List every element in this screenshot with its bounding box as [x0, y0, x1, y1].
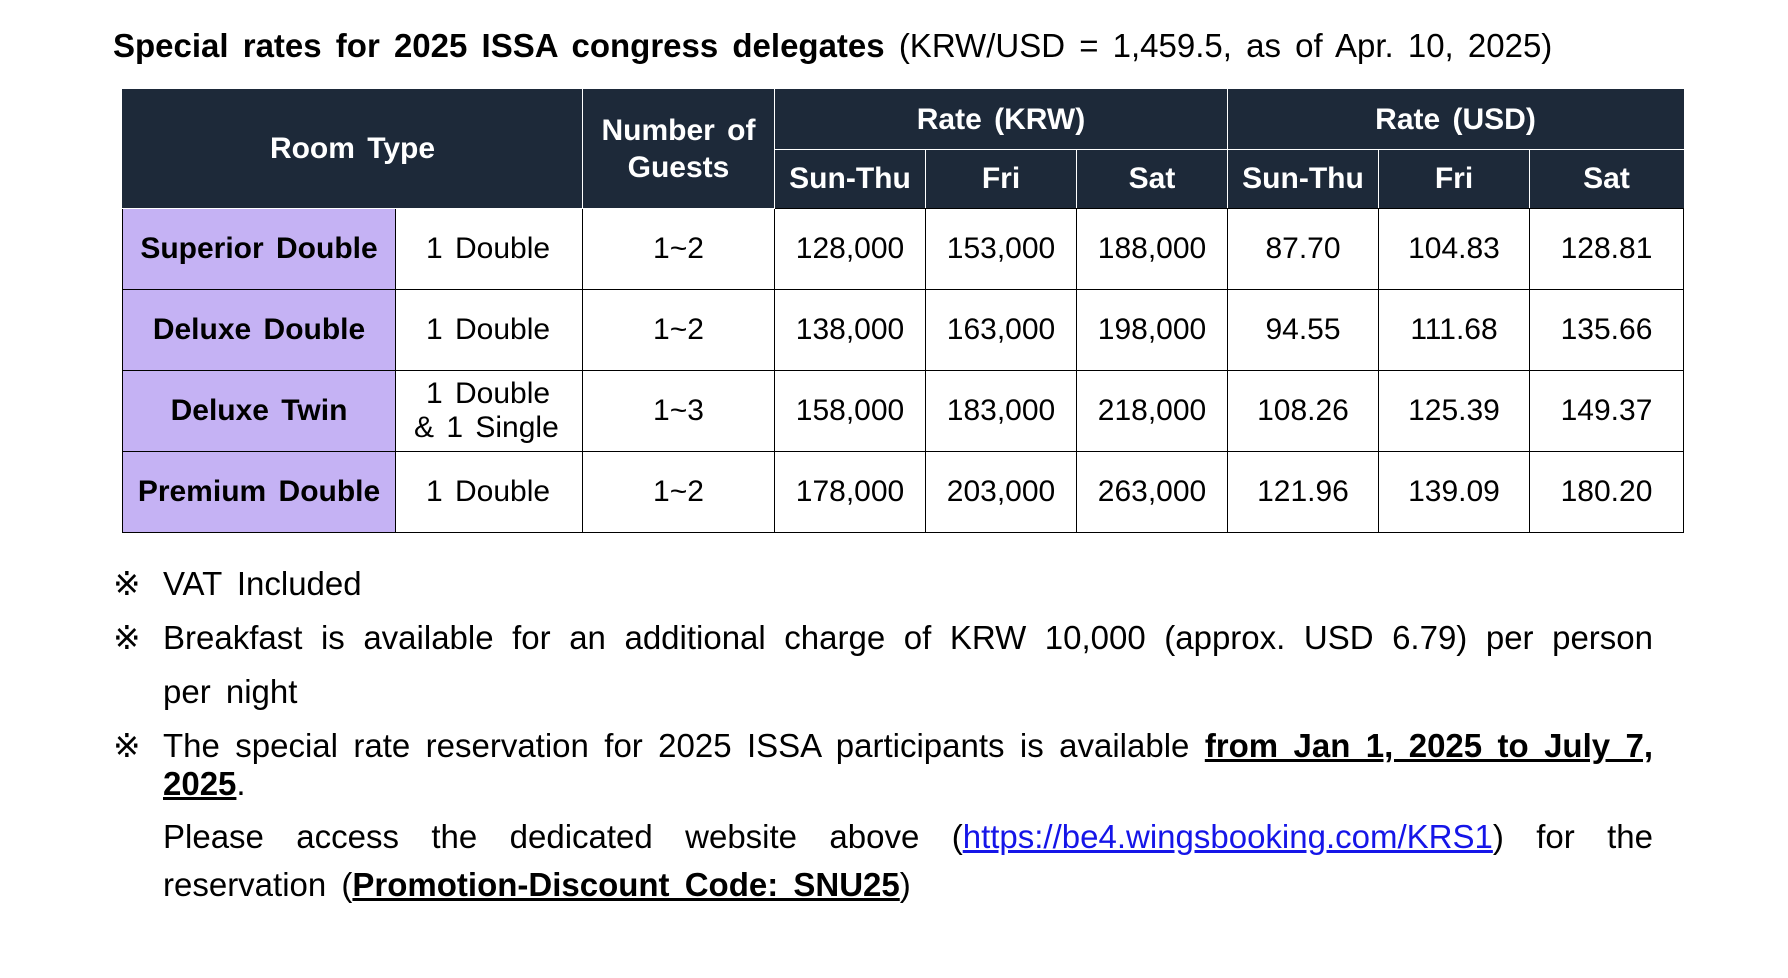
header-rate-krw: Rate (KRW): [775, 90, 1228, 150]
title-bold: Special rates for 2025 ISSA congress delegates: [113, 27, 885, 64]
rate-krw-sun-thu: 138,000: [775, 290, 926, 371]
header-rate-usd: Rate (USD): [1228, 90, 1684, 150]
rate-krw-sat: 198,000: [1077, 290, 1228, 371]
rate-usd-sat: 180.20: [1530, 452, 1684, 533]
reference-mark-icon: ※: [113, 727, 141, 764]
rate-usd-sat: 128.81: [1530, 209, 1684, 290]
header-usd-sat: Sat: [1530, 150, 1684, 209]
reference-mark-icon: ※: [113, 619, 141, 656]
bed-line: [414, 411, 582, 445]
reservation-period: from Jan 1, 2025 to July 7, 2025: [163, 727, 1654, 802]
title-exchange-rate: (KRW/USD = 1,459.5, as of Apr. 10, 2025): [898, 27, 1553, 64]
guests-count: 1~2: [583, 209, 775, 290]
rate-usd-sun-thu: 87.70: [1228, 209, 1379, 290]
access-text-end: ): [899, 866, 911, 903]
notes-section: [113, 557, 1653, 909]
note-vat: [113, 557, 1653, 611]
rates-table: [122, 89, 1684, 533]
rate-krw-fri: 153,000: [926, 209, 1077, 290]
page-title: [113, 22, 1693, 70]
rate-usd-fri: 139.09: [1379, 452, 1530, 533]
rate-krw-fri: 163,000: [926, 290, 1077, 371]
bed-line: 1 Double: [426, 313, 551, 346]
reservation-period-end: .: [236, 765, 246, 802]
bed-type: [396, 209, 583, 290]
booking-website-link[interactable]: https://be4.wingsbooking.com/KRS1: [962, 818, 1493, 855]
note-breakfast-text: Breakfast is available for an additional charge of KRW 10,000 (approx. USD 6.79) per person per night: [163, 619, 1653, 710]
room-name: Deluxe Twin: [123, 371, 396, 452]
guests-count: 1~2: [583, 290, 775, 371]
note-reservation: [113, 719, 1653, 809]
header-room-type: Room Type: [123, 90, 583, 209]
rate-krw-sun-thu: 178,000: [775, 452, 926, 533]
reference-mark-icon: ※: [113, 565, 141, 602]
rate-krw-sun-thu: 128,000: [775, 209, 926, 290]
bed-type: [396, 452, 583, 533]
rate-usd-sat: 149.37: [1530, 371, 1684, 452]
header-guests: [583, 90, 775, 209]
rate-krw-fri: 203,000: [926, 452, 1077, 533]
rate-usd-sun-thu: 121.96: [1228, 452, 1379, 533]
rate-krw-sat: 188,000: [1077, 209, 1228, 290]
bed-line: 1 Double: [426, 475, 551, 508]
access-text-mid: ) for the reservation (: [163, 818, 1654, 903]
note-reservation-text: The special rate reservation for 2025 ISSA participants is available: [163, 727, 1190, 764]
guests-count: 1~2: [583, 452, 775, 533]
rate-usd-sat: 135.66: [1530, 290, 1684, 371]
bed-type: [396, 371, 583, 452]
rate-krw-sun-thu: 158,000: [775, 371, 926, 452]
header-usd-fri: Fri: [1379, 150, 1530, 209]
note-access: [113, 809, 1653, 909]
rate-krw-sat: 218,000: [1077, 371, 1228, 452]
promo-code: Promotion-Discount Code: SNU25: [352, 866, 900, 903]
rate-usd-fri: 104.83: [1379, 209, 1530, 290]
room-name: Deluxe Double: [123, 290, 396, 371]
rate-usd-fri: 111.68: [1379, 290, 1530, 371]
table-row: [123, 452, 1684, 533]
room-name: Premium Double: [123, 452, 396, 533]
header-usd-sun-thu: Sun-Thu: [1228, 150, 1379, 209]
access-text-pre: Please access the dedicated website above (: [163, 818, 963, 855]
note-breakfast: [113, 611, 1653, 719]
rate-krw-fri: 183,000: [926, 371, 1077, 452]
table-row: [123, 209, 1684, 290]
table-row: [123, 290, 1684, 371]
table-row: [123, 371, 1684, 452]
bed-line: 1 Double: [426, 232, 551, 265]
rate-usd-sun-thu: 108.26: [1228, 371, 1379, 452]
room-name: Superior Double: [123, 209, 396, 290]
note-vat-text: VAT Included: [163, 565, 362, 602]
bed-line-2: & 1 Single: [414, 411, 559, 444]
bed-type: [396, 290, 583, 371]
rate-usd-sun-thu: 94.55: [1228, 290, 1379, 371]
header-krw-sat: Sat: [1077, 150, 1228, 209]
header-guests-label: Number of Guests: [601, 114, 756, 184]
rate-krw-sat: 263,000: [1077, 452, 1228, 533]
header-krw-sun-thu: Sun-Thu: [775, 150, 926, 209]
guests-count: 1~3: [583, 371, 775, 452]
bed-line-1: 1 Double: [426, 377, 551, 410]
bed-line: [414, 377, 582, 411]
rate-usd-fri: 125.39: [1379, 371, 1530, 452]
header-krw-fri: Fri: [926, 150, 1077, 209]
